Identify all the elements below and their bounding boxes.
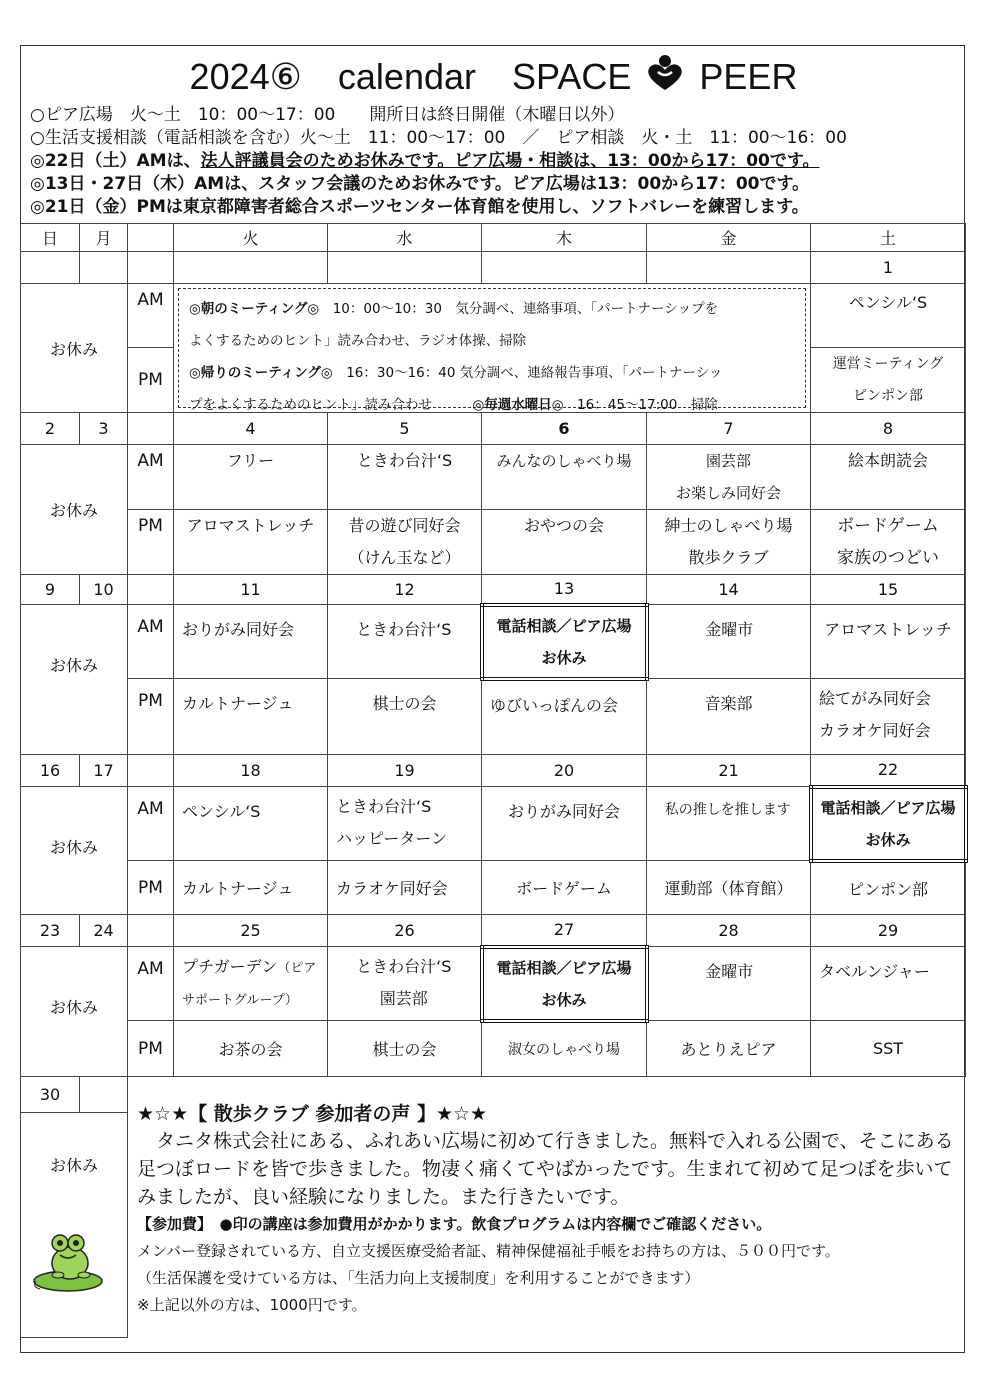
frog-icon [30, 1225, 110, 1299]
fee-line1: メンバー登録されている方、自立支援医療受給者証、精神保健福祉手帳をお持ちの方は、５００円です。 [137, 1242, 840, 1260]
off-label: お休み [21, 947, 128, 1077]
event-sat-am: ペンシル‘S [811, 284, 966, 348]
weekday-tue: 火 [174, 224, 328, 252]
event-cell [174, 947, 328, 1021]
meeting-box [178, 288, 806, 413]
date-cell: 17 [80, 755, 128, 787]
evening-meeting-title: ◎帰りのミーティング◎ [189, 365, 333, 381]
event-cell: 絵本朗読会 [811, 445, 966, 510]
morning-meeting-desc2: よくするためのヒント」読み合わせ、ラジオ体操、掃除 [189, 333, 527, 349]
date-row-week0 [21, 252, 966, 284]
event-cell: ゆびいっぽんの会 [482, 679, 647, 755]
date-cell: 22 [811, 755, 966, 787]
event-line: 園芸部 [705, 452, 751, 470]
off-label: お休み [21, 445, 128, 575]
weekday-fri: 金 [647, 224, 811, 252]
closed-notice [482, 605, 647, 679]
event-cell: タベルンジャー [811, 947, 966, 1021]
event-cell [328, 787, 482, 861]
weekday-thu: 木 [482, 224, 647, 252]
date-cell: 3 [80, 413, 128, 445]
event-cell: あとりえピア [647, 1021, 811, 1077]
am-label: AM [128, 947, 174, 1021]
event-cell: 運動部（体育館） [647, 861, 811, 915]
date-cell: 27 [482, 915, 647, 947]
date-cell: 29 [811, 915, 966, 947]
event-cell: 金曜市 [647, 605, 811, 679]
pm-label: PM [128, 861, 174, 915]
pm-label: PM [128, 348, 174, 413]
date-row-week2 [21, 575, 966, 605]
info-notice-13-27: ◎13日・27日（木）AMは、スタッフ会議のためお休みです。ピア広場は13：00から17：00です。 [30, 174, 810, 194]
closed-notice-line2: お休み [865, 830, 911, 849]
am-row-week4 [21, 947, 966, 1021]
event-cell [811, 679, 966, 755]
closed-notice-line1: 電話相談／ピア広場 [820, 798, 956, 817]
event-line: ボードゲーム [837, 516, 939, 536]
date-cell: 13 [482, 575, 647, 605]
info-notice-21: ◎21日（金）PMは東京都障害者総合スポーツセンター体育館を使用し、ソフトバレーを練習します。 [30, 197, 809, 217]
notice-22-date: ◎22日（土）AMは、 [30, 151, 201, 171]
am-row-week1 [21, 445, 966, 510]
event-cell [647, 445, 811, 510]
event-cell: カラオケ同好会 [328, 861, 482, 915]
closed-notice-line1: 電話相談／ピア広場 [496, 616, 632, 635]
voice-heading: ★☆★【 散歩クラブ 参加者の声 】★☆★ [137, 1103, 488, 1125]
pm-row-week2 [21, 679, 966, 755]
event-sat-pm-2: ピンポン部 [853, 388, 923, 404]
date-cell: 5 [328, 413, 482, 445]
date-cell: 4 [174, 413, 328, 445]
voice-body: タニタ株式会社にある、ふれあい広場に初めて行きました。無料で入れる公園で、そこにある足つぼロードを皆で歩きました。物凄く痛くてやばかったです。生まれて初めて足つぼを歩いてみましたが、良い経験になりました。また行きたいです。 [137, 1130, 954, 1208]
fee-line3: ※上記以外の方は、1000円です。 [137, 1296, 367, 1314]
date-cell: 15 [811, 575, 966, 605]
event-cell: ペンシル‘S [174, 787, 328, 861]
event-line: カラオケ同好会 [819, 721, 931, 740]
date-cell: 7 [647, 413, 811, 445]
event-cell: お茶の会 [174, 1021, 328, 1077]
event-line: 絵てがみ同好会 [819, 689, 932, 708]
pm-row-week3 [21, 861, 966, 915]
event-cell: ボードゲーム [482, 861, 647, 915]
event-sat-pm-1: 運営ミーティング [832, 356, 944, 372]
pm-label: PM [128, 510, 174, 575]
event-cell [811, 510, 966, 575]
fee-line2: （生活保護を受けている方は、「生活力向上支援制度」を利用することができます） [137, 1269, 700, 1287]
event-cell: ときわ台汁‘S [328, 605, 482, 679]
info-notice-22 [30, 150, 820, 172]
date-cell: 16 [21, 755, 80, 787]
date-cell: 19 [328, 755, 482, 787]
date-cell: 28 [647, 915, 811, 947]
event-cell [647, 510, 811, 575]
event-cell [328, 510, 482, 575]
heart-logo-icon [645, 54, 685, 104]
club-voice-section [127, 1093, 962, 1319]
date-cell: 10 [80, 575, 128, 605]
off-label: お休み [21, 605, 128, 755]
event-cell: 音楽部 [647, 679, 811, 755]
weekday-sat: 土 [811, 224, 966, 252]
event-line: お楽しみ同好会 [675, 484, 781, 502]
date-cell: 6 [482, 413, 647, 445]
event-cell: 棋士の会 [328, 1021, 482, 1077]
event-cell: ときわ台汁‘S [328, 445, 482, 510]
am-label: AM [128, 787, 174, 861]
off-label: お休み [21, 284, 128, 413]
event-line: 昔の遊び同好会 [348, 516, 461, 535]
pm-row-week1 [21, 510, 966, 575]
date-cell: 2 [21, 413, 80, 445]
event-cell: おやつの会 [482, 510, 647, 575]
date-cell: 24 [80, 915, 128, 947]
page-title [0, 52, 987, 104]
am-label: AM [128, 445, 174, 510]
date-cell: 25 [174, 915, 328, 947]
date-cell: 14 [647, 575, 811, 605]
weekday-blank [128, 224, 174, 252]
am-label: AM [128, 605, 174, 679]
am-row-week3 [21, 787, 966, 861]
event-cell: 淑女のしゃべり場 [482, 1021, 647, 1077]
event-cell: フリー [174, 445, 328, 510]
event-line: ときわ台汁‘S [356, 957, 452, 976]
off-label: お休み [21, 1113, 128, 1338]
am-row-week2 [21, 605, 966, 679]
event-cell: 棋士の会 [328, 679, 482, 755]
closed-notice [482, 947, 647, 1021]
fee-label: 【参加費】 [137, 1215, 205, 1233]
pm-label: PM [128, 1021, 174, 1077]
event-cell: おりがみ同好会 [482, 787, 647, 861]
event-line: ハッピーターン [336, 829, 448, 848]
pm-label: PM [128, 679, 174, 755]
morning-meeting-desc: 10：00～10：30 気分調べ、連絡事項、「パートナーシップを [319, 301, 719, 317]
off-label: お休み [21, 787, 128, 915]
wednesday-desc: 16：45～17:00 掃除 [563, 397, 718, 413]
event-line: 散歩クラブ [688, 548, 769, 567]
info-hiroba-hours: ○ピア広場 火～土 10：00～17：00 開所日は終日開催（木曜日以外） [30, 105, 625, 125]
event-line: 園芸部 [379, 989, 428, 1008]
weekday-mon: 月 [80, 224, 128, 252]
event-cell: ピンポン部 [811, 861, 966, 915]
pm-row-week4 [21, 1021, 966, 1077]
date-cell: 11 [174, 575, 328, 605]
event-cell: 金曜市 [647, 947, 811, 1021]
event-cell: みんなのしゃべり場 [482, 445, 647, 510]
event-cell: カルトナージュ [174, 679, 328, 755]
event-cell: アロマストレッチ [174, 510, 328, 575]
title-text-peer: PEER [699, 56, 798, 97]
event-cell: アロマストレッチ [811, 605, 966, 679]
event-note: （ピア [277, 961, 317, 976]
date-cell: 9 [21, 575, 80, 605]
wednesday-title: ◎毎週水曜日◎ [472, 397, 564, 413]
meeting-cell [174, 284, 811, 413]
date-cell: 18 [174, 755, 328, 787]
date-row-week3 [21, 755, 966, 787]
weekday-wed: 水 [328, 224, 482, 252]
weekday-sun: 日 [21, 224, 80, 252]
event-line: サポートグループ） [182, 993, 298, 1008]
fee-text: ●印の講座は参加費用がかかります。飲食プログラムは内容欄でご確認ください。 [204, 1215, 772, 1233]
date-cell: 8 [811, 413, 966, 445]
evening-meeting-desc: 16：30～16：40 気分調べ、連絡報告事項、「パートナーシッ [332, 365, 723, 381]
event-line: （けん玉など） [348, 548, 461, 567]
event-cell: カルトナージュ [174, 861, 328, 915]
event-cell [328, 947, 482, 1021]
am-row-week0 [21, 284, 966, 348]
date-cell: 20 [482, 755, 647, 787]
event-line: 紳士のしゃべり場 [664, 516, 793, 535]
event-cell: SST [811, 1021, 966, 1077]
am-label: AM [128, 284, 174, 348]
date-cell: 23 [21, 915, 80, 947]
weekday-header-row [21, 224, 966, 252]
evening-meeting-desc2: プをよくするためのヒント」読み合わせ [189, 397, 432, 413]
notice-22-text: 法人評議員会のためお休みです。ピア広場・相談は、13：00から17：00です。 [200, 151, 820, 171]
date-cell: 21 [647, 755, 811, 787]
event-line: プチガーデン [182, 957, 278, 976]
date-sat-1: 1 [811, 252, 966, 284]
date-cell: 30 [21, 1077, 80, 1113]
closed-notice-line2: お休み [541, 990, 587, 1009]
date-row-week1 [21, 413, 966, 445]
event-line: ときわ台汁‘S [336, 797, 432, 816]
date-cell: 12 [328, 575, 482, 605]
event-line: 家族のつどい [837, 548, 939, 568]
event-cell: おりがみ同好会 [174, 605, 328, 679]
closed-notice [811, 787, 966, 861]
title-text: 2024⑥ calendar SPACE [189, 56, 632, 97]
event-sat-pm [811, 348, 966, 413]
morning-meeting-title: ◎朝のミーティング◎ [189, 301, 320, 317]
event-cell: 私の推しを推します [647, 787, 811, 861]
closed-notice-line2: お休み [541, 648, 587, 667]
date-row-week4 [21, 915, 966, 947]
info-consult-hours: ○生活支援相談（電話相談を含む）火～土 11：00～17：00 ／ ピア相談 火・土 11：00～16：00 [30, 128, 847, 148]
date-cell: 26 [328, 915, 482, 947]
closed-notice-line1: 電話相談／ピア広場 [496, 958, 632, 977]
